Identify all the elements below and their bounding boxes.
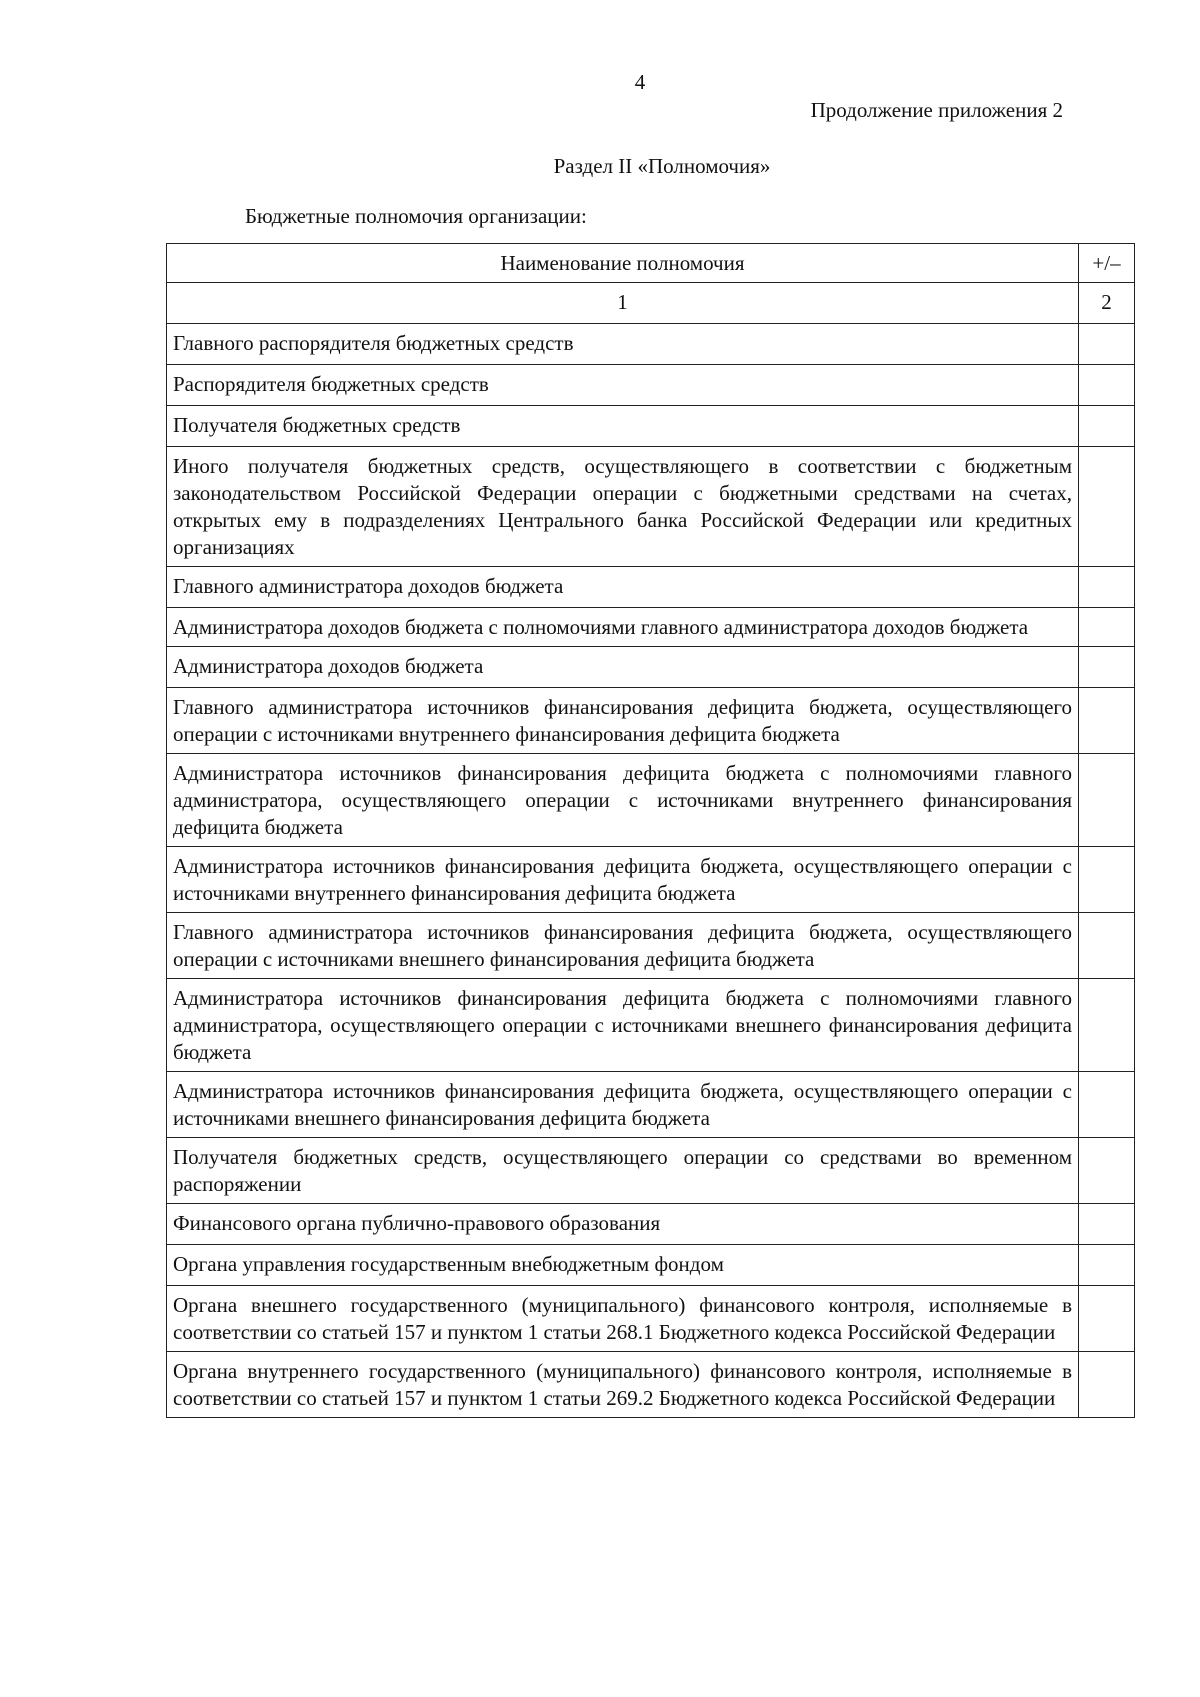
powers-table — [166, 243, 1135, 1418]
mark-cell[interactable] — [1079, 608, 1135, 647]
table-row — [167, 567, 1135, 608]
table-row — [167, 1286, 1135, 1352]
power-name-cell: Администратора источников финансирования дефицита бюджета, осуществляющего операции с источниками внешнего финансирования дефицита бюджета — [167, 1072, 1079, 1138]
table-row — [167, 1352, 1135, 1418]
mark-cell[interactable] — [1079, 1352, 1135, 1418]
table-row — [167, 1138, 1135, 1204]
power-name-cell: Главного распорядителя бюджетных средств — [167, 324, 1079, 365]
appendix-continuation-label: Продолжение приложения 2 — [810, 98, 1063, 122]
header-plus-minus: +/– — [1079, 244, 1135, 283]
power-name-cell: Получателя бюджетных средств, осуществляющего операции со средствами во временном распоряжении — [167, 1138, 1079, 1204]
column-number-row — [167, 283, 1135, 324]
power-name-cell: Получателя бюджетных средств — [167, 406, 1079, 447]
power-name-cell: Главного администратора источников финансирования дефицита бюджета, осуществляющего операции с источниками внутреннего финансирования дефицита бюджета — [167, 688, 1079, 754]
table-row — [167, 847, 1135, 913]
power-name-cell: Органа управления государственным внебюджетным фондом — [167, 1245, 1079, 1286]
intro-text: Бюджетные полномочия организации: — [245, 204, 587, 228]
table-row — [167, 979, 1135, 1072]
mark-cell[interactable] — [1079, 647, 1135, 688]
mark-cell[interactable] — [1079, 754, 1135, 847]
table-row — [167, 447, 1135, 567]
table-row — [167, 406, 1135, 447]
column-number-1: 1 — [167, 283, 1079, 324]
mark-cell[interactable] — [1079, 1245, 1135, 1286]
power-name-cell: Органа внутреннего государственного (муниципального) финансового контроля, исполняемые в соответствии со статьей 157 и пунктом 1 статьи 269.2 Бюджетного кодекса Российской Федерации — [167, 1352, 1079, 1418]
mark-cell[interactable] — [1079, 979, 1135, 1072]
mark-cell[interactable] — [1079, 847, 1135, 913]
mark-cell[interactable] — [1079, 1204, 1135, 1245]
power-name-cell: Главного администратора доходов бюджета — [167, 567, 1079, 608]
table-row — [167, 688, 1135, 754]
table-row — [167, 1072, 1135, 1138]
table-row — [167, 365, 1135, 406]
mark-cell[interactable] — [1079, 324, 1135, 365]
mark-cell[interactable] — [1079, 913, 1135, 979]
page-number: 4 — [634, 70, 646, 94]
column-number-2: 2 — [1079, 283, 1135, 324]
table-header-row — [167, 244, 1135, 283]
section-title: Раздел II «Полномочия» — [553, 154, 771, 178]
table-row — [167, 324, 1135, 365]
table-row — [167, 647, 1135, 688]
mark-cell[interactable] — [1079, 365, 1135, 406]
power-name-cell: Распорядителя бюджетных средств — [167, 365, 1079, 406]
power-name-cell: Администратора источников финансирования дефицита бюджета с полномочиями главного администратора, осуществляющего операции с источниками внутреннего финансирования дефицита бюджета — [167, 754, 1079, 847]
mark-cell[interactable] — [1079, 447, 1135, 567]
power-name-cell: Администратора источников финансирования дефицита бюджета, осуществляющего операции с источниками внутреннего финансирования дефицита бюджета — [167, 847, 1079, 913]
header-power-name: Наименование полномочия — [167, 244, 1079, 283]
power-name-cell: Финансового органа публично-правового образования — [167, 1204, 1079, 1245]
mark-cell[interactable] — [1079, 406, 1135, 447]
power-name-cell: Администратора источников финансирования дефицита бюджета с полномочиями главного администратора, осуществляющего операции с источниками внешнего финансирования дефицита бюджета — [167, 979, 1079, 1072]
table-row — [167, 754, 1135, 847]
table-row — [167, 608, 1135, 647]
power-name-cell: Иного получателя бюджетных средств, осуществляющего в соответствии с бюджетным законодательством Российской Федерации операции с бюджетными средствами на счетах, открытых ему в подразделениях Центрального банка Российской Федерации или кредитных организациях — [167, 447, 1079, 567]
power-name-cell: Администратора доходов бюджета — [167, 647, 1079, 688]
mark-cell[interactable] — [1079, 688, 1135, 754]
mark-cell[interactable] — [1079, 567, 1135, 608]
mark-cell[interactable] — [1079, 1286, 1135, 1352]
table-row — [167, 1245, 1135, 1286]
mark-cell[interactable] — [1079, 1072, 1135, 1138]
power-name-cell: Администратора доходов бюджета с полномочиями главного администратора доходов бюджета — [167, 608, 1079, 647]
power-name-cell: Главного администратора источников финансирования дефицита бюджета, осуществляющего операции с источниками внешнего финансирования дефицита бюджета — [167, 913, 1079, 979]
table-row — [167, 913, 1135, 979]
mark-cell[interactable] — [1079, 1138, 1135, 1204]
power-name-cell: Органа внешнего государственного (муниципального) финансового контроля, исполняемые в соответствии со статьей 157 и пунктом 1 статьи 268.1 Бюджетного кодекса Российской Федерации — [167, 1286, 1079, 1352]
table-row — [167, 1204, 1135, 1245]
